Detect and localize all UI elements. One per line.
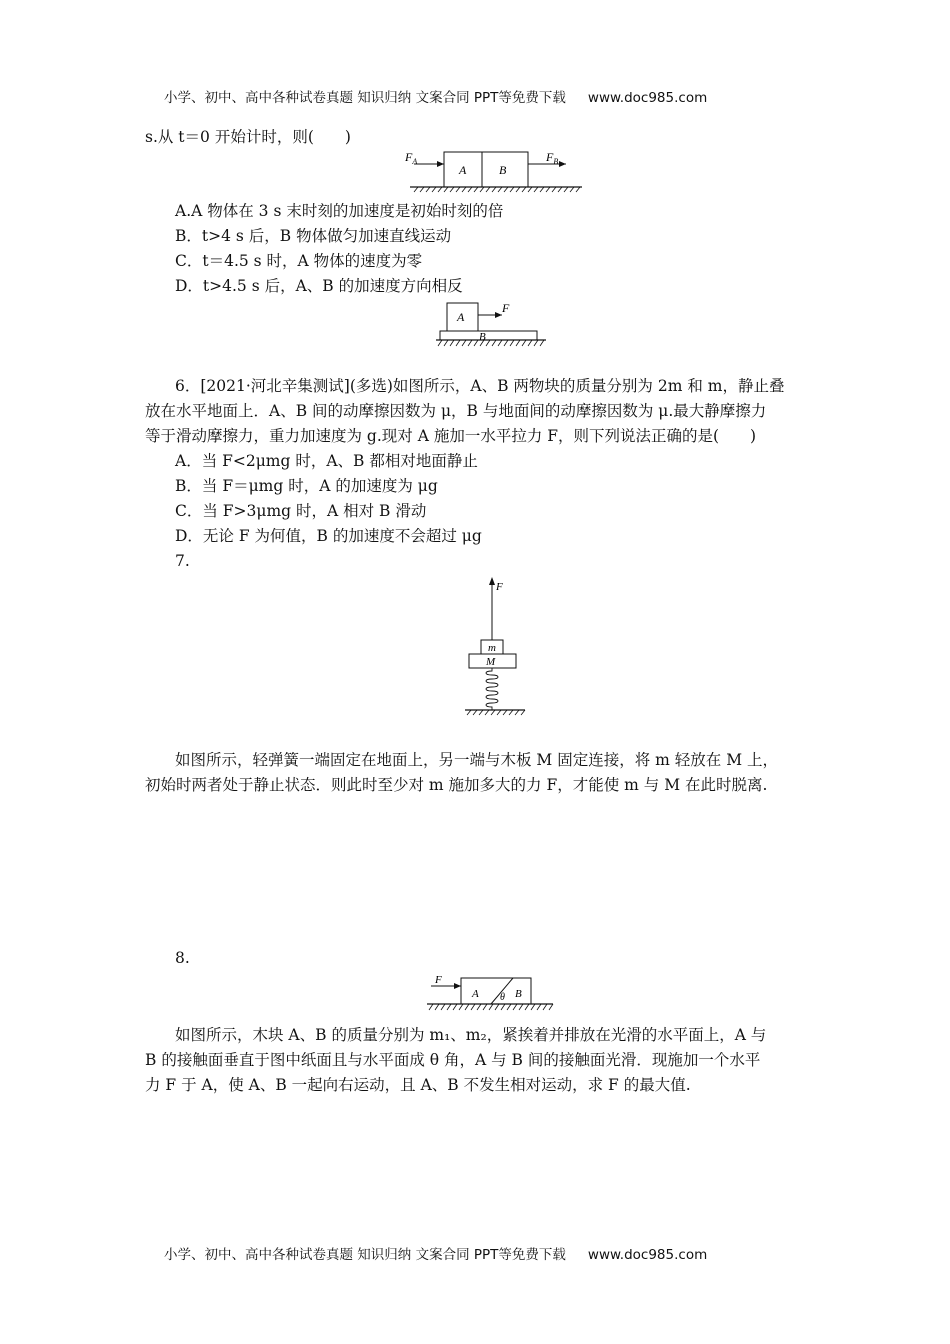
block-a-label: A <box>472 988 479 1000</box>
q6-option-a: A．当 F<2μmg 时，A、B 都相对地面静止 <box>175 452 478 470</box>
force-label: F <box>496 581 503 593</box>
fb-arrowhead <box>559 161 566 167</box>
q6-stem-line-3: 等于滑动摩擦力，重力加速度为 g.现对 A 施加一水平拉力 F，则下列说法正确的是( ) <box>145 427 757 445</box>
page-header <box>164 88 707 108</box>
ground-hatching <box>429 1004 553 1010</box>
force-arrowhead <box>454 983 461 989</box>
block-a-label: A <box>459 163 467 177</box>
q5-option-a: A.A 物体在 3 s 末时刻的加速度是初始时刻的倍 <box>175 202 504 220</box>
q7-number: 7. <box>175 552 190 570</box>
q5-option-b: B．t>4 s 后，B 物体做匀加速直线运动 <box>175 227 452 245</box>
block-m-label: m <box>488 642 496 654</box>
block-a-label: A <box>457 310 465 324</box>
q5-continuation: s.从 t＝0 开始计时，则( ) <box>145 128 351 146</box>
q7-stem-line-2: 初始时两者处于静止状态．则此时至少对 m 施加多大的力 F，才能使 m 与 M 在此时脱离. <box>145 776 768 794</box>
q8-stem-line-1: 如图所示，木块 A、B 的质量分别为 m₁、m₂，紧挨着并排放在光滑的水平面上，A 与 <box>175 1026 767 1044</box>
header-text: 小学、初中、高中各种试卷真题 知识归纳 文案合同 PPT等免费下载 <box>164 90 566 106</box>
q7-stem-line-1: 如图所示，轻弹簧一端固定在地面上，另一端与木板 M 固定连接，将 m 轻放在 M 上， <box>175 751 779 769</box>
fb-label: $F_B$ <box>546 150 559 166</box>
q6-option-d: D．无论 F 为何值，B 的加速度不会超过 μg <box>175 527 482 545</box>
footer-url: www.doc985.com <box>587 1247 708 1263</box>
q8-stem-line-3: 力 F 于 A，使 A、B 一起向右运动，且 A、B 不发生相对运动，求 F 的最大值. <box>145 1076 691 1094</box>
spring <box>486 668 498 710</box>
ground-hatching <box>414 187 580 192</box>
figure-a-on-b <box>430 298 555 350</box>
footer-text: 小学、初中、高中各种试卷真题 知识归纳 文案合同 PPT等免费下载 <box>164 1247 566 1263</box>
block-b <box>440 331 537 340</box>
q6-option-c: C．当 F>3μmg 时，A 相对 B 滑动 <box>175 502 427 520</box>
force-label: F <box>435 974 442 986</box>
q6-stem-line-1: 6．[2021·河北辛集测试](多选)如图所示，A、B 两物块的质量分别为 2m 和 m，静止叠 <box>175 377 785 395</box>
figure-ab-blocks <box>400 148 590 196</box>
fa-label: $F_A$ <box>405 150 418 166</box>
figure-wedge-blocks <box>425 970 560 1014</box>
block-b-label: B <box>499 163 507 177</box>
block-b-label: B <box>479 331 486 343</box>
block-b-label: B <box>515 988 522 1000</box>
q6-stem-line-2: 放在水平地面上．A、B 间的动摩擦因数为 μ，B 与地面间的动摩擦因数为 μ.最大静摩擦力 <box>145 402 767 420</box>
board-big-m-label: M <box>486 656 496 668</box>
page-footer <box>164 1245 707 1265</box>
figure-spring-blocks <box>455 572 535 722</box>
q5-option-d: D．t>4.5 s 后，A、B 的加速度方向相反 <box>175 277 463 295</box>
q8-number: 8. <box>175 949 190 967</box>
header-url: www.doc985.com <box>587 90 708 106</box>
ground-hatching <box>467 710 525 715</box>
q6-option-b: B．当 F＝μmg 时，A 的加速度为 μg <box>175 477 438 495</box>
fa-arrowhead <box>437 161 444 167</box>
ground-hatching <box>438 340 544 346</box>
q5-option-c: C．t＝4.5 s 时，A 物体的速度为零 <box>175 252 423 270</box>
force-arrowhead <box>489 577 495 585</box>
q8-stem-line-2: B 的接触面垂直于图中纸面且与水平面成 θ 角，A 与 B 间的接触面光滑．现施加一个水平 <box>145 1051 761 1069</box>
force-arrowhead <box>495 312 502 318</box>
angle-theta-label: θ <box>500 992 505 1003</box>
force-label: F <box>502 301 510 315</box>
